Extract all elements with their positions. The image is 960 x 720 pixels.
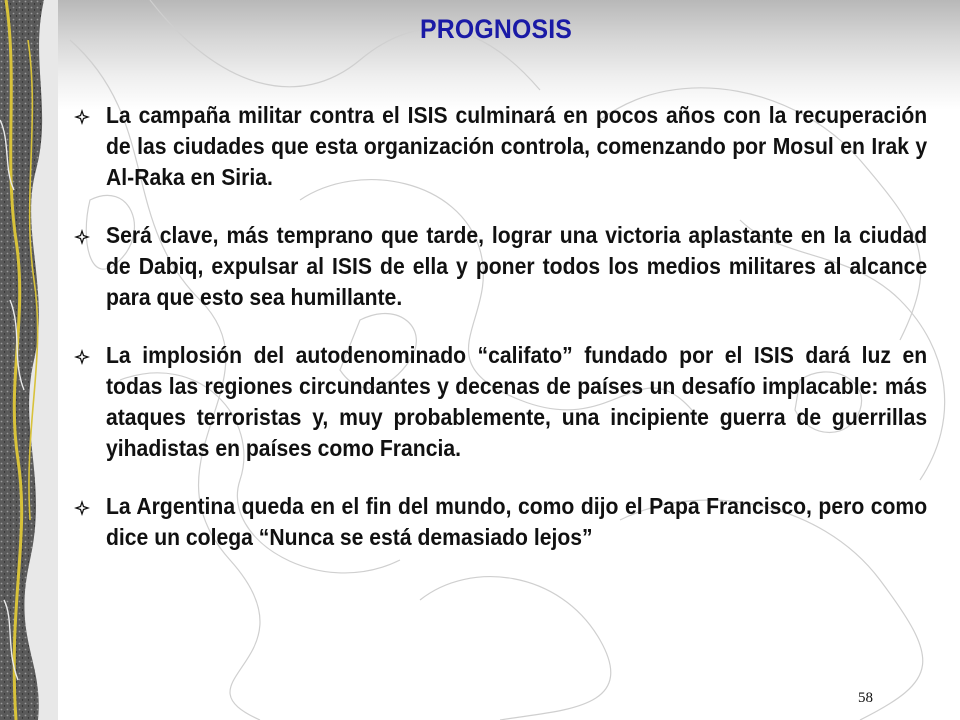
- slide-title: PROGNOSIS: [419, 14, 573, 44]
- diamond-bullet-icon: [74, 109, 90, 125]
- bullet-text: Será clave, más temprano que tarde, lograr una victoria aplastante en la ciudad de Dabiq, expulsar al ISIS de ella y poner todos los medios militares al alcance para que esto sea humillante.: [106, 222, 928, 310]
- bullet-list: [72, 100, 928, 580]
- diamond-bullet-icon: [74, 500, 90, 516]
- bullet-text: La Argentina queda en el fin del mundo, como dijo el Papa Francisco, pero como dice un colega “Nunca se está demasiado lejos”: [106, 493, 928, 550]
- bullet-item: [72, 340, 928, 464]
- bullet-text: La campaña militar contra el ISIS culminará en pocos años con la recuperación de las ciudades que esta organización controla, comenzando por Mosul en Irak y Al-Raka en Siria.: [106, 102, 928, 190]
- bullet-item: [72, 220, 928, 313]
- map-strip-decoration: [0, 0, 58, 720]
- bullet-text: La implosión del autodenominado “califato” fundado por el ISIS dará luz en todas las regiones circundantes y decenas de países un desafío implacable: más ataques terroristas y, muy probablemente, una incipiente guerra de guerrillas yihadistas en países como Francia.: [106, 342, 928, 461]
- bullet-item: [72, 491, 928, 553]
- diamond-bullet-icon: [74, 349, 90, 365]
- diamond-bullet-icon: [74, 229, 90, 245]
- bullet-item: [72, 100, 928, 193]
- page-number: 58: [858, 690, 873, 706]
